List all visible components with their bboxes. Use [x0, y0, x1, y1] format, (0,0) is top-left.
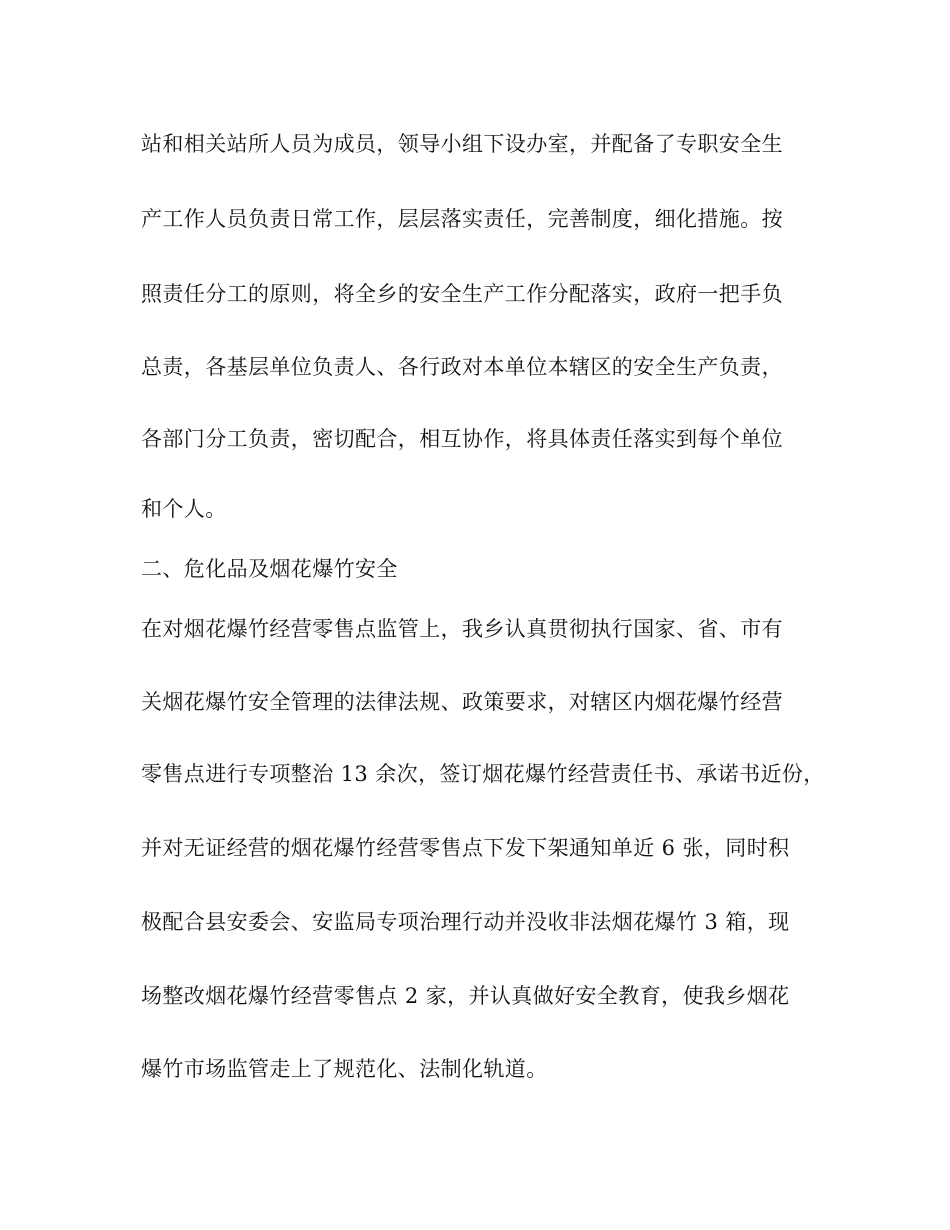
paragraph-1-line-2: 产工作人员负责日常工作，层层落实责任，完善制度，细化措施。按: [141, 207, 783, 231]
paragraph-1-line-1: 站和相关站所人员为成员，领导小组下设办室，并配备了专职安全生: [141, 132, 783, 156]
paragraph-1-line-3: 照责任分工的原则，将全乡的安全生产工作分配落实，政府一把手负: [141, 282, 783, 306]
paragraph-2-line-3: 零售点进行专项整治 13 余次，签订烟花爆竹经营责任书、承诺书近份，: [141, 762, 825, 786]
paragraph-2-line-7: 爆竹市场监管走上了规范化、法制化轨道。: [141, 1057, 548, 1081]
section-heading: 二、危化品及烟花爆竹安全: [141, 557, 398, 581]
paragraph-2-line-4: 并对无证经营的烟花爆竹经营零售点下发下架通知单近 6 张，同时积: [141, 836, 790, 860]
paragraph-2-line-2: 关烟花爆竹安全管理的法律法规、政策要求，对辖区内烟花爆竹经营: [141, 690, 783, 714]
paragraph-2-line-1: 在对烟花爆竹经营零售点监管上，我乡认真贯彻执行国家、省、市有: [141, 617, 783, 641]
paragraph-2-line-5: 极配合县安委会、安监局专项治理行动并没收非法烟花爆竹 3 箱，现: [141, 910, 790, 934]
paragraph-1-line-6: 和个人。: [141, 497, 227, 521]
paragraph-1-line-4: 总责，各基层单位负责人、各行政对本单位本辖区的安全生产负责，: [141, 355, 783, 379]
paragraph-2-line-6: 场整改烟花爆竹经营零售点 2 家，并认真做好安全教育，使我乡烟花: [141, 984, 790, 1008]
paragraph-1-line-5: 各部门分工负责，密切配合，相互协作，将具体责任落实到每个单位: [141, 427, 783, 451]
